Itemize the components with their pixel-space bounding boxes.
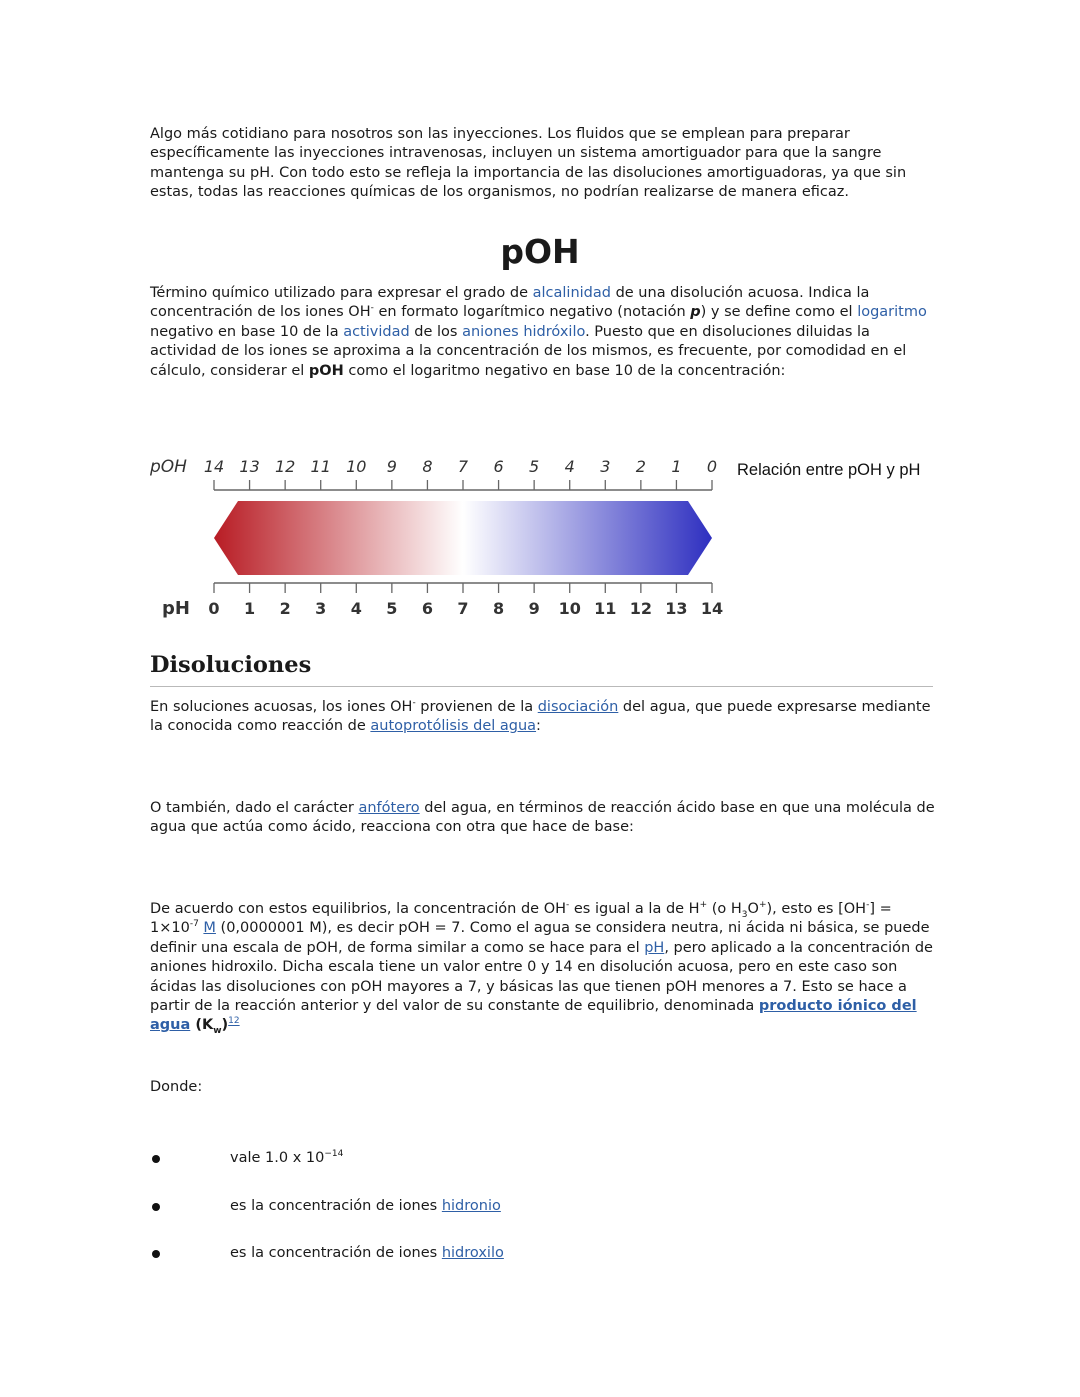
disoluciones-paragraph-3: De acuerdo con estos equilibrios, la concentración de OH- es igual a la de H+ (o $H_3O^+$), esto es $[OH^-] = 1\times 10^{-7}$ M (0,0000001 M), es decir pOH = 7. Como el agua se considera neutra, ni ácida ni básica, se puede definir una escala de pOH, de forma similar a como se hace para el pH, pero aplicado a la concentración de aniones hidroxilo. Dicha escala tiene un valor entre 0 y 14 en disolución acuosa, pero en este caso son ácidas las disoluciones con pOH mayores a 7, y básicas las que tienen pOH menores a 7. Esto se hace a partir de la reacción anterior y del valor de su constante de equilibrio, denominada producto iónico del agua $(K_w)^{12}$: [150, 900, 933, 1037]
poh-tick-label: 0: [706, 457, 718, 476]
ph-tick-label: 6: [421, 599, 433, 618]
ph-color-gradient-bar: [214, 501, 712, 575]
link-molar[interactable]: M: [203, 920, 216, 937]
ph-tick-label: 7: [457, 599, 469, 618]
donde-label: Donde:: [150, 1079, 203, 1095]
disoluciones-paragraph-2: O también, dado el carácter anfótero del agua, en términos de reacción ácido base en que una molécula de agua que actúa como ácido, reacciona con otra que hace de base:: [150, 800, 935, 836]
poh-tick-label: 10: [346, 457, 367, 476]
link-actividad[interactable]: actividad: [343, 323, 410, 340]
link-logaritmo[interactable]: logaritmo: [857, 304, 927, 321]
ph-tick-label: 9: [528, 599, 540, 618]
poh-tick-label: 12: [274, 457, 296, 476]
ph-tick-label: 1: [244, 599, 256, 618]
list-item: vale 1.0 x $10^{-14}$: [230, 1149, 344, 1166]
poh-tick-label: 5: [529, 457, 540, 476]
link-aniones-hidroxilo[interactable]: aniones hidróxilo: [462, 323, 586, 340]
ph-tick-label: 2: [279, 599, 291, 618]
bullet-dot: [152, 1155, 160, 1163]
ph-tick-label: 5: [386, 599, 398, 618]
disoluciones-paragraph-1: En soluciones acuosas, los iones OH- provienen de la disociación del agua, que puede expresarse mediante la conocida como reacción de autoprotólisis del agua:: [150, 698, 931, 735]
poh-tick-label: 1: [671, 457, 682, 476]
ph-tick-label: 4: [350, 599, 362, 618]
scale-caption: Relación entre pOH y pH: [737, 461, 921, 479]
poh-axis-label: pOH: [150, 457, 187, 477]
poh-tick-label: 11: [310, 457, 331, 476]
definition-paragraph: Término químico utilizado para expresar el grado de alcalinidad de una disolución acuosa. Indica la concentración de los iones OH- en formato logarítmico negativo (notación p) y se define como el logaritmo negativo en base 10 de la actividad de los aniones hidróxilo. Puesto que en disoluciones diluidas la actividad de los iones se aproxima a la concentración de los mismos, es frecuente, por comodidad en el cálculo, considerar el pOH como el logaritmo negativo en base 10 de la concentración:: [150, 285, 927, 379]
ph-tick-label: 12: [629, 599, 652, 618]
bullet-dot: [152, 1203, 160, 1211]
ph-tick-label: 0: [208, 599, 220, 618]
link-hidronio[interactable]: hidronio: [441, 1198, 501, 1214]
link-hidroxilo[interactable]: hidroxilo: [441, 1245, 504, 1261]
heading-divider: [150, 686, 933, 687]
poh-tick-label: 3: [600, 457, 611, 476]
link-autoprotolisis[interactable]: autoprotólisis del agua: [370, 718, 537, 735]
link-disociacion[interactable]: disociación: [537, 699, 619, 715]
poh-tick-label: 13: [239, 457, 260, 476]
section-heading-disoluciones: Disoluciones: [150, 652, 312, 678]
intro-paragraph: Algo más cotidiano para nosotros son las inyecciones. Los fluidos que se emplean para preparar específicamente las inyecciones intravenosas, incluyen un sistema amortiguador para que la sangre mantenga su pH. Con todo esto se refleja la importancia de las disoluciones amortiguadoras, ya que sin estas, todas las reacciones químicas de los organismos, no podrían realizarse de manera eficaz.: [150, 126, 907, 201]
ph-axis-label: pH: [162, 598, 190, 619]
ph-tick-label: 3: [315, 599, 327, 618]
link-producto-ionico[interactable]: producto iónico del agua: [150, 998, 917, 1034]
poh-tick-label: 7: [457, 457, 469, 476]
bullet-dot: [152, 1250, 160, 1258]
ph-ticks: [208, 583, 723, 618]
poh-ticks: [204, 457, 717, 490]
ph-tick-label: 10: [558, 599, 581, 618]
poh-tick-label: 6: [493, 457, 504, 476]
ph-tick-label: 14: [700, 599, 724, 618]
poh-tick-label: 8: [422, 457, 433, 476]
ph-tick-label: 13: [665, 599, 688, 618]
ph-tick-label: 8: [493, 599, 505, 618]
reference-link-12[interactable]: 12: [228, 1016, 240, 1027]
poh-tick-label: 9: [386, 457, 397, 476]
poh-tick-label: 4: [564, 457, 575, 476]
link-alcalinidad[interactable]: alcalinidad: [532, 285, 611, 301]
poh-tick-label: 14: [203, 457, 225, 476]
poh-tick-label: 2: [635, 457, 646, 476]
ph-tick-label: 11: [594, 599, 617, 618]
page-title: pOH: [500, 232, 580, 271]
link-ph[interactable]: pH: [644, 939, 665, 956]
list-item: es la concentración de iones hidroxilo: [230, 1245, 504, 1261]
list-item: es la concentración de iones hidronio: [230, 1198, 501, 1214]
link-anfotero[interactable]: anfótero: [358, 800, 420, 816]
